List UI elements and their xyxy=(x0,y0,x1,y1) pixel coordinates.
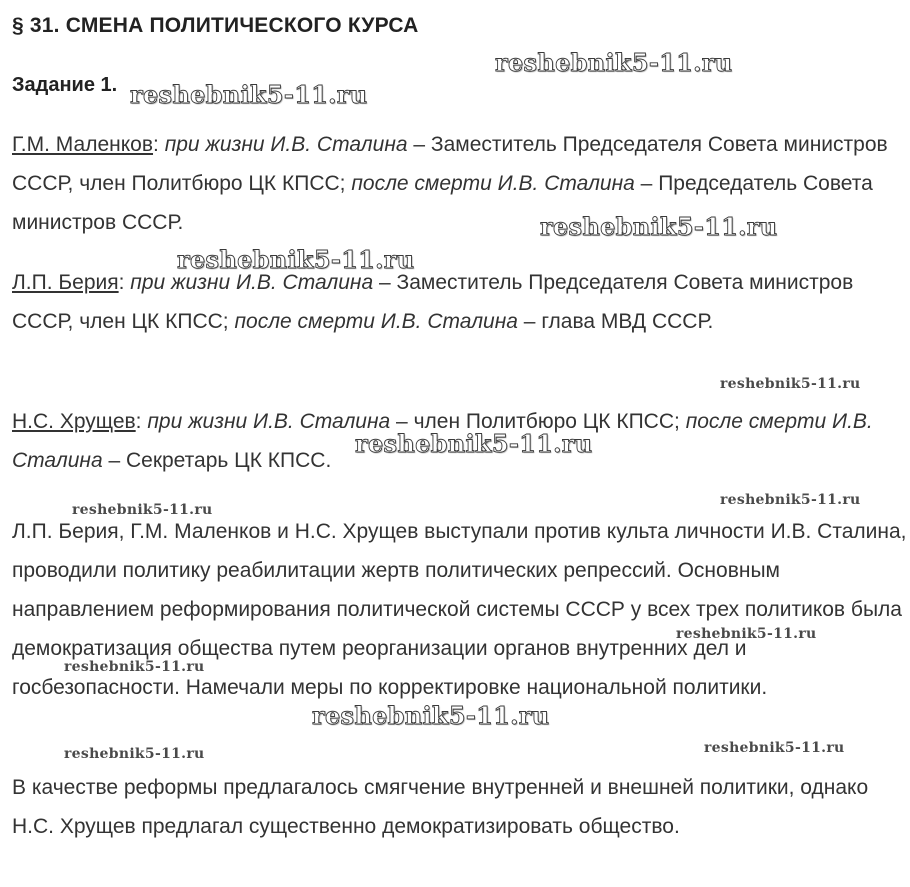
watermark: reshebnik5-11.ru xyxy=(495,48,733,77)
task-title: Задание 1. xyxy=(12,74,118,96)
during-life-label: при жизни И.В. Сталина xyxy=(130,271,374,294)
during-life-text: – член Политбюро ЦК КПСС; xyxy=(390,410,686,433)
watermark: reshebnik5-11.ru xyxy=(312,701,550,730)
watermark: reshebnik5-11.ru xyxy=(676,626,817,642)
separator: : xyxy=(118,271,131,294)
watermark: reshebnik5-11.ru xyxy=(177,245,415,274)
during-life-text: – Заместитель Председателя Совета министров СССР, член ЦК КПСС; xyxy=(12,271,854,333)
paragraph-khrushchev xyxy=(12,402,907,480)
after-death-text: – глава МВД СССР. xyxy=(517,310,714,333)
person-name: Л.П. Берия xyxy=(12,271,119,294)
after-death-label: после смерти И.В. Сталина xyxy=(12,410,873,472)
watermark: reshebnik5-11.ru xyxy=(64,659,205,675)
paragraph-beria xyxy=(12,263,907,341)
watermark: reshebnik5-11.ru xyxy=(720,492,861,508)
separator: : xyxy=(135,410,148,433)
section-heading: § 31. СМЕНА ПОЛИТИЧЕСКОГО КУРСА xyxy=(12,14,419,37)
after-death-text: – Секретарь ЦК КПСС. xyxy=(102,449,332,472)
during-life-text: – Заместитель Председателя Совета министров СССР, член Политбюро ЦК КПСС; xyxy=(12,133,888,195)
watermark: reshebnik5-11.ru xyxy=(130,80,368,109)
watermark: reshebnik5-11.ru xyxy=(540,212,778,241)
after-death-label: после смерти И.В. Сталина xyxy=(351,172,635,195)
paragraph-summary: Л.П. Берия, Г.М. Маленков и Н.С. Хрущев выступали против культа личности И.В. Сталина, проводили политику реабилитации жертв политических репрессий. Основным направлением реформирования политической системы СССР у всех трех политиков была демократизация общества путем реорганизации органов внутренних дел и госбезопасности. Намечали меры по корректировке национальной политики. xyxy=(12,520,907,699)
person-name: Н.С. Хрущев xyxy=(12,410,136,433)
watermark: reshebnik5-11.ru xyxy=(720,376,861,392)
during-life-label: при жизни И.В. Сталина xyxy=(147,410,391,433)
paragraph-conclusion: В качестве реформы предлагалось смягчение внутренней и внешней политики, однако Н.С. Хрущев предлагал существенно демократизировать общество. xyxy=(12,776,869,838)
after-death-label: после смерти И.В. Сталина xyxy=(234,310,518,333)
separator: : xyxy=(153,133,165,156)
watermark: reshebnik5-11.ru xyxy=(355,429,593,458)
person-name: Г.М. Маленков xyxy=(12,133,154,156)
during-life-label: при жизни И.В. Сталина xyxy=(164,133,408,156)
watermark: reshebnik5-11.ru xyxy=(64,746,205,762)
after-death-text: – Председатель Совета министров СССР. xyxy=(12,172,873,234)
watermark: reshebnik5-11.ru xyxy=(72,502,213,518)
watermark: reshebnik5-11.ru xyxy=(704,740,845,756)
paragraph-malenkov xyxy=(12,125,907,242)
